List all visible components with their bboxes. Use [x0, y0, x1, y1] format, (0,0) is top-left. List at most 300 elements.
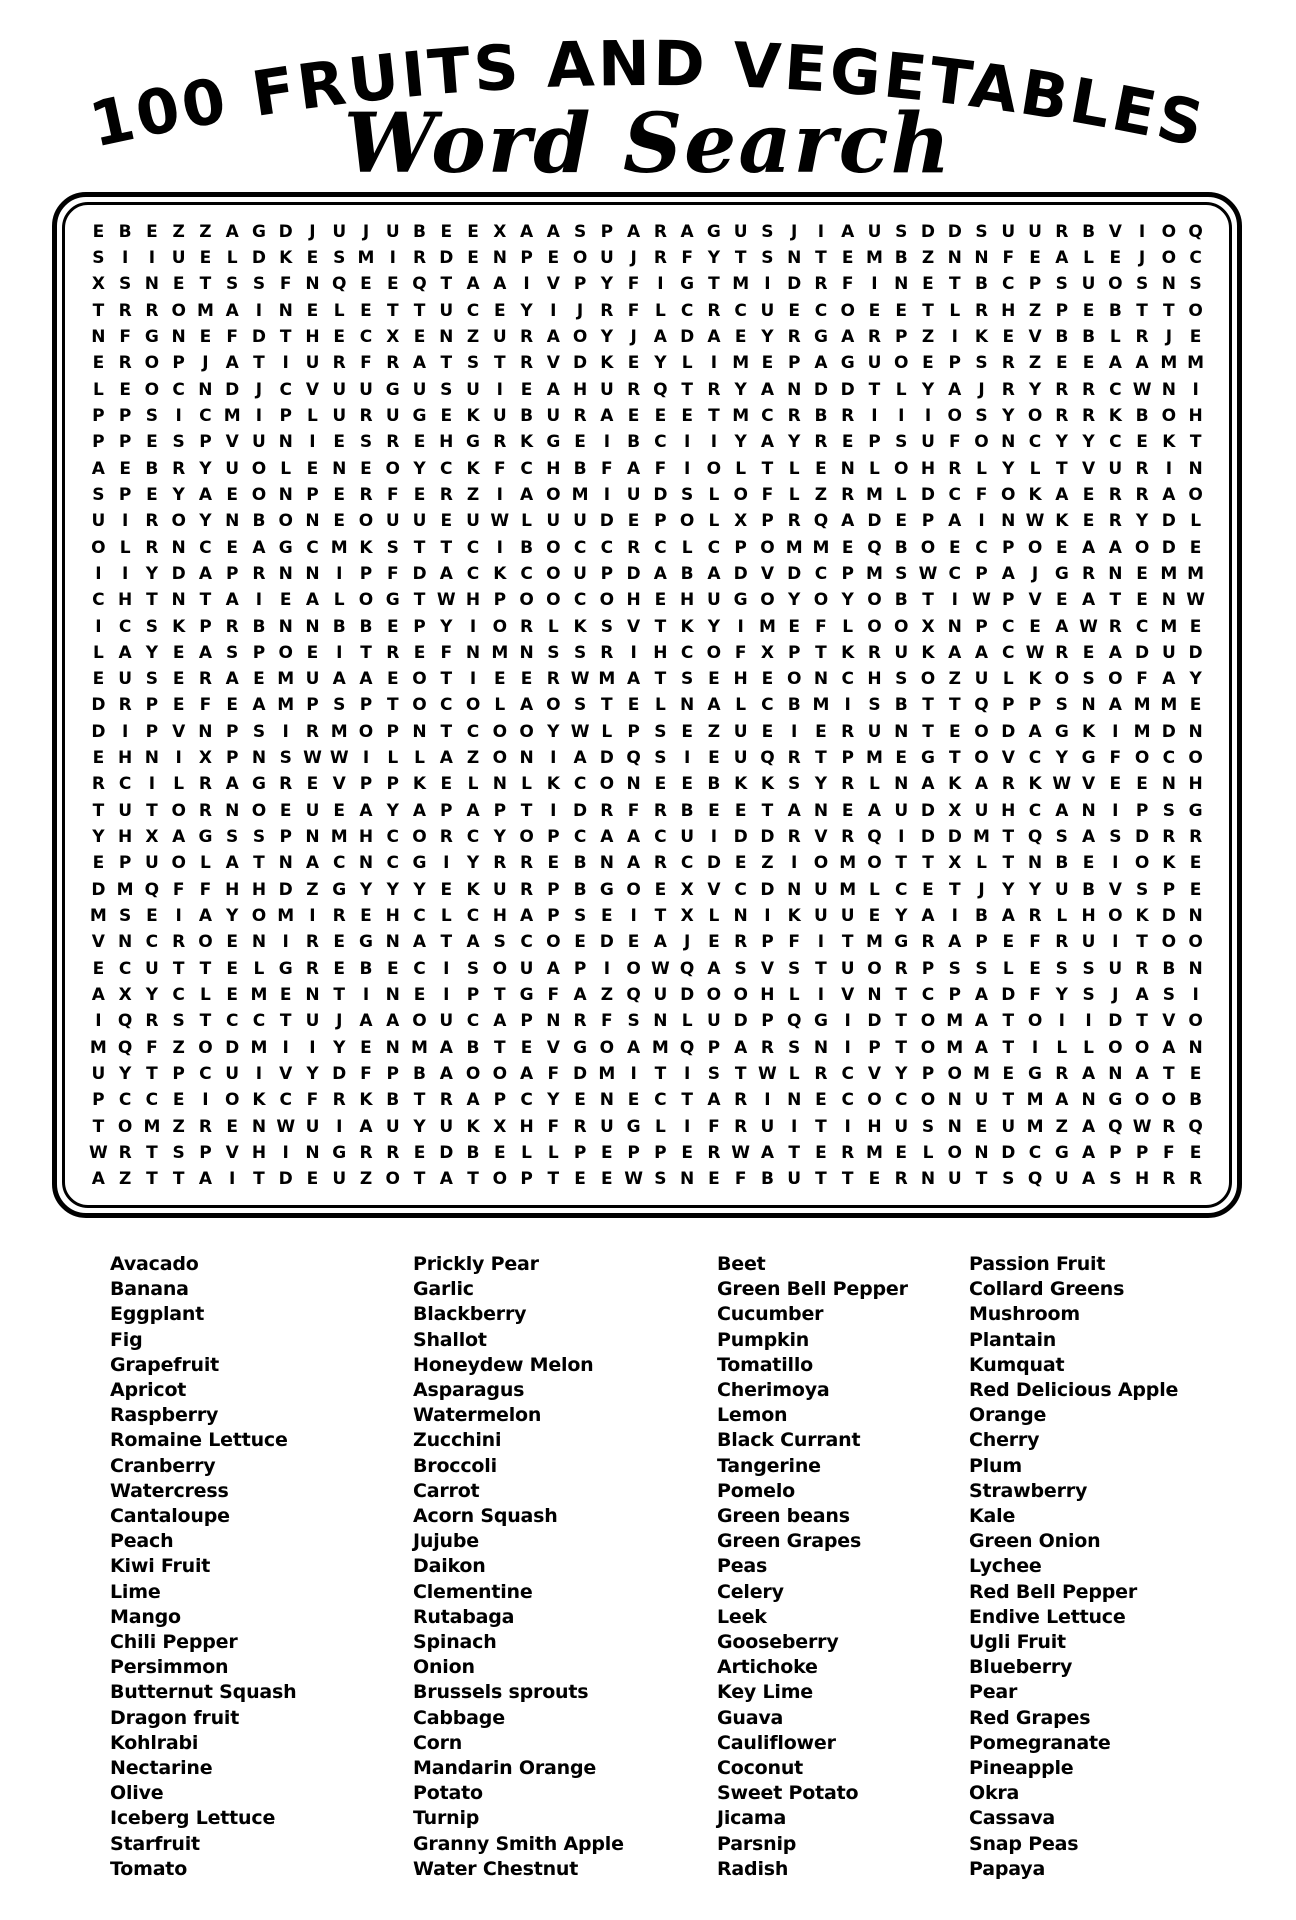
- grid-letter: N: [1188, 906, 1203, 927]
- grid-letter: P: [921, 958, 935, 979]
- grid-letter: K: [279, 247, 293, 268]
- grid-letter: Y: [1028, 879, 1042, 900]
- grid-letter: O: [385, 1169, 400, 1190]
- grid-letter: M: [250, 985, 268, 1006]
- grid-letter: I: [1031, 1037, 1039, 1058]
- grid-letter: Y: [520, 300, 533, 321]
- word-list-item: Romaine Lettuce: [110, 1429, 288, 1452]
- grid-letter: G: [1054, 563, 1069, 584]
- grid-letter: J: [576, 300, 584, 321]
- grid-letter: S: [1189, 274, 1202, 295]
- grid-letter: F: [172, 879, 185, 900]
- grid-letter: R: [600, 642, 614, 663]
- grid-letter: Y: [440, 616, 453, 637]
- grid-letter: M: [866, 247, 883, 268]
- word-list-item: Black Currant: [717, 1429, 861, 1452]
- grid-letter: C: [654, 827, 667, 848]
- word-list-item: Clementine: [413, 1580, 533, 1603]
- grid-letter: P: [975, 563, 988, 584]
- grid-letter: E: [306, 247, 319, 268]
- grid-letter: A: [252, 537, 266, 558]
- grid-letter: V: [841, 985, 855, 1006]
- grid-letter: S: [1109, 1169, 1122, 1190]
- grid-letter: E: [520, 1037, 533, 1058]
- grid-letter: F: [708, 1116, 720, 1137]
- grid-letter: U: [385, 405, 400, 426]
- grid-letter: S: [493, 932, 506, 953]
- grid-letter: I: [550, 800, 557, 821]
- grid-letter: N: [1081, 695, 1096, 716]
- grid-letter: O: [1188, 1011, 1203, 1032]
- grid-letter: E: [627, 511, 640, 532]
- grid-letter: T: [815, 748, 827, 769]
- grid-letter: S: [788, 1037, 801, 1058]
- grid-letter: W: [436, 590, 456, 611]
- grid-letter: L: [414, 748, 425, 769]
- grid-letter: Z: [359, 1169, 373, 1190]
- grid-letter: I: [389, 247, 396, 268]
- grid-letter: A: [493, 274, 507, 295]
- grid-letter: E: [681, 1143, 693, 1163]
- grid-letter: F: [306, 1090, 319, 1111]
- grid-letter: U: [492, 326, 507, 347]
- grid-letter: M: [1160, 616, 1178, 637]
- grid-letter: A: [225, 590, 239, 611]
- grid-letter: T: [1136, 932, 1148, 953]
- grid-letter: A: [546, 326, 560, 347]
- grid-letter: C: [145, 932, 159, 953]
- grid-letter: E: [119, 379, 131, 400]
- grid-letter: E: [413, 642, 426, 663]
- grid-letter: E: [922, 274, 934, 295]
- grid-letter: P: [600, 221, 614, 242]
- grid-letter: E: [386, 669, 399, 690]
- grid-letter: F: [493, 458, 506, 479]
- grid-letter: E: [761, 353, 774, 374]
- grid-letter: I: [951, 906, 958, 927]
- word-list-item: Apricot: [110, 1379, 187, 1402]
- word-list-item: Kiwi Fruit: [110, 1555, 211, 1578]
- grid-letter: F: [948, 432, 961, 453]
- word-list-item: Cauliflower: [717, 1731, 836, 1754]
- grid-letter: T: [815, 1116, 827, 1137]
- grid-letter: E: [654, 405, 667, 426]
- grid-letter: C: [466, 721, 480, 742]
- grid-letter: D: [1161, 537, 1176, 558]
- grid-letter: A: [91, 985, 105, 1006]
- grid-letter: C: [172, 379, 185, 400]
- grid-letter: A: [1108, 353, 1122, 374]
- word-list-item: Pumpkin: [717, 1328, 810, 1351]
- grid-letter: C: [948, 484, 961, 505]
- grid-letter: O: [1188, 484, 1203, 505]
- grid-letter: O: [171, 853, 186, 874]
- grid-letter: T: [520, 800, 533, 821]
- grid-letter: N: [1108, 1064, 1123, 1085]
- grid-letter: I: [764, 274, 771, 295]
- grid-letter: W: [1079, 616, 1098, 637]
- grid-letter: E: [1082, 484, 1095, 505]
- grid-letter: U: [867, 353, 882, 374]
- word-list-column-1: [110, 1252, 296, 1882]
- grid-letter: P: [921, 511, 935, 532]
- grid-letter: C: [92, 590, 105, 611]
- grid-letter: O: [1134, 853, 1150, 874]
- grid-letter: Y: [1135, 511, 1149, 532]
- grid-letter: M: [839, 879, 857, 900]
- grid-letter: T: [734, 1064, 747, 1085]
- grid-letter: A: [198, 906, 212, 927]
- grid-letter: G: [1028, 1064, 1043, 1085]
- grid-letter: U: [840, 958, 855, 979]
- grid-letter: K: [948, 774, 962, 795]
- grid-letter: R: [1001, 379, 1015, 400]
- grid-letter: C: [466, 1011, 480, 1032]
- grid-letter: E: [761, 669, 774, 690]
- grid-letter: S: [1082, 958, 1095, 979]
- grid-letter: Y: [226, 906, 239, 927]
- grid-letter: I: [550, 748, 557, 769]
- grid-letter: A: [1001, 563, 1015, 584]
- grid-letter: M: [277, 669, 295, 690]
- grid-letter: M: [973, 827, 990, 848]
- grid-letter: N: [439, 326, 454, 347]
- grid-letter: H: [733, 669, 748, 690]
- grid-letter: I: [871, 274, 878, 295]
- grid-letter: I: [737, 616, 744, 637]
- word-list-item: Butternut Squash: [110, 1681, 297, 1704]
- grid-letter: C: [921, 985, 935, 1006]
- grid-letter: G: [1081, 748, 1096, 769]
- grid-letter: O: [1027, 1011, 1043, 1032]
- grid-letter: Q: [653, 379, 668, 400]
- grid-letter: D: [760, 879, 775, 900]
- grid-letter: I: [175, 748, 182, 769]
- grid-letter: E: [681, 405, 693, 426]
- grid-letter: B: [760, 1169, 774, 1190]
- grid-letter: O: [760, 537, 775, 558]
- grid-letter: E: [948, 721, 961, 742]
- grid-letter: D: [225, 1037, 240, 1058]
- grid-letter: L: [654, 695, 666, 716]
- grid-letter: N: [225, 800, 240, 821]
- grid-letter: E: [547, 853, 560, 874]
- grid-letter: E: [226, 1116, 238, 1137]
- grid-letter: J: [1112, 985, 1119, 1006]
- grid-letter: T: [681, 379, 693, 400]
- grid-letter: U: [680, 827, 695, 848]
- grid-letter: S: [948, 958, 961, 979]
- grid-letter: B: [413, 221, 426, 242]
- grid-letter: A: [1055, 247, 1069, 268]
- grid-letter: T: [681, 1090, 693, 1111]
- grid-letter: O: [599, 1037, 615, 1058]
- grid-letter: R: [787, 827, 801, 848]
- grid-letter: V: [279, 1064, 293, 1085]
- grid-letter: A: [1081, 1064, 1096, 1085]
- grid-letter: U: [974, 669, 989, 690]
- grid-letter: I: [336, 563, 343, 584]
- grid-letter: S: [734, 958, 747, 979]
- word-list-item: Green beans: [717, 1505, 850, 1528]
- grid-letter: C: [466, 563, 480, 584]
- grid-letter: T: [895, 985, 908, 1006]
- word-list-item: Onion: [413, 1656, 475, 1679]
- grid-letter: G: [813, 1011, 828, 1032]
- grid-letter: E: [815, 458, 827, 479]
- grid-letter: N: [733, 906, 748, 927]
- grid-letter: I: [683, 458, 691, 479]
- grid-letter: Y: [199, 511, 212, 532]
- grid-letter: E: [333, 800, 346, 821]
- grid-letter: A: [1162, 484, 1176, 505]
- grid-letter: U: [359, 379, 373, 400]
- grid-letter: A: [386, 1011, 400, 1032]
- grid-letter: E: [172, 642, 185, 663]
- grid-letter: T: [788, 1143, 800, 1163]
- grid-letter: D: [1001, 985, 1016, 1006]
- grid-letter: U: [332, 221, 347, 242]
- grid-letter: O: [867, 616, 882, 637]
- grid-letter: C: [680, 853, 694, 874]
- grid-letter: F: [601, 458, 613, 479]
- grid-letter: T: [895, 1011, 908, 1032]
- grid-letter: A: [974, 985, 989, 1006]
- grid-letter: R: [198, 774, 212, 795]
- grid-letter: A: [760, 1143, 774, 1163]
- grid-letter: I: [630, 1064, 637, 1085]
- grid-letter: M: [411, 1037, 428, 1058]
- grid-letter: B: [1135, 405, 1149, 426]
- grid-letter: B: [520, 537, 534, 558]
- word-list-item: Coconut: [717, 1757, 804, 1780]
- grid-letter: E: [172, 669, 185, 690]
- grid-letter: N: [626, 774, 641, 795]
- grid-letter: Z: [466, 484, 480, 505]
- grid-letter: A: [1028, 721, 1042, 742]
- grid-letter: E: [386, 274, 399, 295]
- grid-letter: M: [330, 537, 348, 558]
- grid-letter: E: [386, 958, 399, 979]
- grid-letter: O: [1108, 669, 1123, 690]
- grid-letter: C: [894, 1090, 908, 1111]
- grid-letter: U: [305, 1116, 320, 1137]
- grid-letter: O: [1108, 1037, 1123, 1058]
- grid-letter: F: [360, 1064, 372, 1085]
- grid-letter: P: [386, 721, 399, 742]
- grid-letter: E: [1055, 590, 1068, 611]
- word-list-item: Watermelon: [413, 1404, 542, 1427]
- grid-letter: H: [118, 827, 133, 848]
- grid-letter: I: [496, 537, 503, 558]
- grid-letter: I: [924, 405, 932, 426]
- grid-letter: B: [707, 774, 721, 795]
- grid-letter: C: [600, 537, 614, 558]
- grid-letter: E: [922, 879, 934, 900]
- word-list-item: Red Delicious Apple: [969, 1379, 1179, 1402]
- grid-letter: P: [1055, 300, 1069, 321]
- grid-letter: M: [277, 695, 295, 716]
- grid-letter: A: [305, 853, 320, 874]
- grid-letter: A: [359, 1116, 373, 1137]
- grid-letter: E: [333, 484, 346, 505]
- grid-letter: T: [815, 247, 827, 268]
- grid-letter: R: [948, 458, 962, 479]
- grid-letter: N: [278, 563, 293, 584]
- grid-letter: D: [439, 247, 454, 268]
- grid-letter: O: [1161, 1090, 1177, 1111]
- grid-letter: F: [386, 484, 399, 505]
- grid-letter: E: [146, 432, 158, 453]
- grid-letter: I: [603, 432, 611, 453]
- grid-letter: K: [921, 642, 935, 663]
- grid-letter: T: [494, 1037, 506, 1058]
- grid-letter: Y: [359, 879, 373, 900]
- grid-letter: U: [439, 1011, 454, 1032]
- grid-letter: I: [255, 590, 263, 611]
- grid-letter: R: [734, 932, 748, 953]
- grid-letter: J: [791, 221, 798, 242]
- grid-letter: T: [1002, 853, 1015, 874]
- grid-letter: W: [570, 721, 590, 742]
- grid-letter: R: [573, 405, 587, 426]
- grid-letter: A: [760, 432, 774, 453]
- grid-letter: O: [920, 1037, 936, 1058]
- grid-letter: K: [359, 1090, 373, 1111]
- grid-letter: N: [947, 247, 962, 268]
- grid-letter: B: [627, 432, 641, 453]
- grid-letter: R: [1055, 932, 1069, 953]
- grid-letter: M: [732, 353, 750, 374]
- grid-letter: V: [305, 379, 320, 400]
- grid-letter: R: [546, 669, 560, 690]
- grid-letter: I: [683, 432, 691, 453]
- grid-letter: N: [787, 247, 802, 268]
- grid-letter: I: [791, 721, 798, 742]
- grid-letter: C: [1002, 616, 1015, 637]
- grid-letter: U: [412, 511, 427, 532]
- grid-letter: N: [1001, 511, 1016, 532]
- word-list-item: Guava: [717, 1706, 784, 1729]
- grid-letter: B: [894, 590, 908, 611]
- grid-letter: N: [1161, 379, 1176, 400]
- grid-letter: E: [146, 221, 158, 242]
- grid-letter: N: [787, 379, 802, 400]
- grid-letter: R: [332, 353, 346, 374]
- grid-letter: P: [118, 853, 132, 874]
- grid-letter: L: [280, 458, 292, 479]
- grid-letter: O: [358, 590, 374, 611]
- word-list-item: Lemon: [717, 1404, 788, 1427]
- grid-letter: E: [1082, 642, 1095, 663]
- grid-letter: P: [145, 721, 159, 742]
- grid-letter: A: [653, 563, 667, 584]
- grid-letter: F: [199, 695, 212, 716]
- grid-letter: M: [357, 247, 375, 268]
- grid-letter: A: [198, 563, 212, 584]
- grid-letter: N: [305, 827, 320, 848]
- grid-letter: R: [439, 1090, 453, 1111]
- grid-letter: P: [841, 748, 854, 769]
- grid-letter: M: [946, 1011, 964, 1032]
- grid-letter: R: [707, 300, 721, 321]
- grid-letter: D: [1108, 1011, 1123, 1032]
- grid-letter: F: [547, 1064, 560, 1085]
- grid-letter: S: [1055, 827, 1068, 848]
- grid-letter: X: [386, 326, 400, 347]
- grid-letter: A: [627, 458, 641, 479]
- grid-letter: U: [305, 800, 320, 821]
- grid-letter: C: [440, 695, 453, 716]
- grid-letter: Y: [145, 985, 159, 1006]
- grid-letter: U: [1081, 274, 1096, 295]
- grid-letter: O: [519, 590, 534, 611]
- grid-letter: O: [894, 353, 909, 374]
- grid-letter: T: [146, 590, 158, 611]
- grid-letter: P: [573, 1143, 587, 1163]
- grid-letter: B: [894, 695, 908, 716]
- word-list-item: Blackberry: [413, 1303, 527, 1326]
- grid-letter: L: [788, 1064, 800, 1085]
- grid-letter: E: [253, 669, 265, 690]
- grid-letter: E: [841, 432, 854, 453]
- grid-letter: N: [947, 1116, 962, 1137]
- grid-letter: E: [708, 932, 720, 953]
- grid-letter: I: [603, 958, 611, 979]
- grid-letter: O: [1188, 300, 1203, 321]
- grid-letter: S: [975, 405, 988, 426]
- grid-letter: K: [1028, 484, 1042, 505]
- grid-letter: F: [1109, 748, 1122, 769]
- grid-letter: F: [681, 247, 693, 268]
- word-list-item: Chili Pepper: [110, 1631, 238, 1654]
- grid-letter: U: [385, 1116, 400, 1137]
- grid-letter: E: [172, 695, 185, 716]
- grid-letter: E: [467, 221, 479, 242]
- grid-letter: R: [734, 1116, 748, 1137]
- grid-letter: L: [333, 300, 345, 321]
- grid-letter: A: [1001, 906, 1015, 927]
- grid-letter: Y: [654, 353, 667, 374]
- grid-letter: U: [894, 642, 909, 663]
- grid-letter: O: [786, 669, 802, 690]
- grid-letter: E: [493, 300, 506, 321]
- grid-letter: T: [1002, 827, 1015, 848]
- grid-letter: K: [252, 1090, 266, 1111]
- grid-letter: A: [867, 800, 882, 821]
- grid-letter: I: [175, 906, 182, 927]
- grid-letter: A: [600, 827, 614, 848]
- grid-letter: D: [1135, 827, 1150, 848]
- grid-letter: N: [305, 1143, 320, 1163]
- grid-letter: E: [226, 932, 238, 953]
- grid-letter: E: [172, 1090, 185, 1111]
- grid-letter: R: [894, 958, 908, 979]
- grid-letter: K: [1055, 511, 1069, 532]
- grid-letter: I: [871, 405, 878, 426]
- grid-letter: I: [1165, 458, 1173, 479]
- grid-letter: E: [708, 748, 720, 769]
- grid-letter: O: [358, 511, 374, 532]
- grid-letter: U: [894, 1116, 909, 1137]
- grid-letter: O: [599, 774, 615, 795]
- grid-letter: D: [91, 721, 106, 742]
- grid-letter: E: [1002, 1064, 1015, 1085]
- word-list-item: Acorn Squash: [413, 1505, 558, 1528]
- grid-letter: U: [439, 300, 454, 321]
- grid-letter: T: [146, 1169, 158, 1190]
- grid-letter: O: [947, 1143, 962, 1163]
